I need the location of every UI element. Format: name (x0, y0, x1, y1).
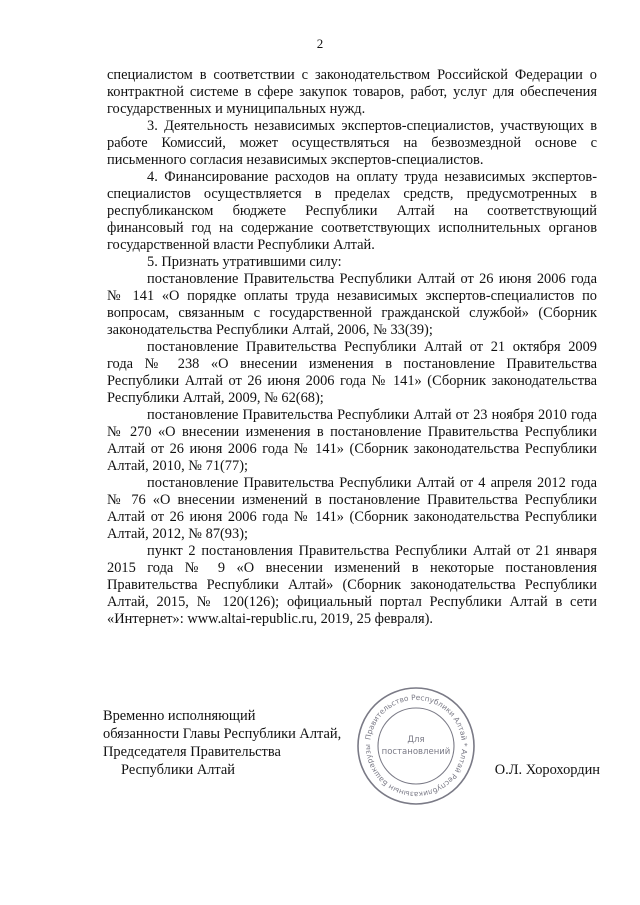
paragraph: 5. Признать утратившими силу: (147, 254, 342, 270)
document-body (107, 67, 597, 628)
paragraph: постановление Правительства Республики Алтай от 4 апреля 2012 года № 76 «О внесении изменений в постановление Правительства Республики Алтай от 26 июня 2006 года № 141» (Сборник законодательства Республики Алтай, 2012, № 87(93); (107, 475, 597, 542)
signature-position (103, 707, 342, 779)
paragraph: 3. Деятельность независимых экспертов-специалистов, участвующих в работе Комиссий, может осуществляться на безвозмездной основе с письменного согласия независимых экспертов-специалистов. (107, 118, 597, 168)
paragraph: постановление Правительства Республики Алтай от 26 июня 2006 года № 141 «О порядке оплаты труда независимых экспертов-специалистов по вопросам, связанным с государственной гражданской службой» (Сборник законодательства Республики Алтай, 2006, № 33(39); (107, 271, 597, 338)
paragraph: 4. Финансирование расходов на оплату труда независимых экспертов-специалистов осуществляется в пределах средств, предусмотренных в республиканском бюджете Республики Алтай на соответствующий финансовый год на содержание соответствующих исполнительных органов государственной власти Республики Алтай. (107, 169, 597, 253)
signature-position-line: Временно исполняющий (103, 708, 256, 724)
signature-position-line: Республики Алтай (121, 762, 235, 778)
official-stamp (354, 684, 478, 808)
signature-position-line: Председателя Правительства (103, 744, 281, 760)
paragraph: пункт 2 постановления Правительства Республики Алтай от 21 января 2015 года № 9 «О внесении изменений в некоторые постановления Правительства Республики Алтай» (Сборник законодательства Республики Алтай, 2015, № 120(126); официальный портал Республики Алтай в сети «Интернет»: www.altai-republic.ru, 2019, 25 февраля). (107, 543, 597, 627)
signature-position-line: обязанности Главы Республики Алтай, (103, 726, 342, 742)
paragraph: специалистом в соответствии с законодательством Российской Федерации о контрактной системе в сфере закупок товаров, работ, услуг для обеспечения государственных и муниципальных нужд. (107, 67, 597, 117)
stamp-inner-ring (378, 708, 454, 784)
paragraph: постановление Правительства Республики Алтай от 23 ноября 2010 года № 270 «О внесении изменения в постановление Правительства Республики Алтай от 26 июня 2006 года № 141» (Сборник законодательства Республики Алтай, 2010, № 71(77); (107, 407, 597, 474)
paragraph: постановление Правительства Республики Алтай от 21 октября 2009 года № 238 «О внесении изменения в постановление Правительства Республики Алтай от 26 июня 2006 года № 141» (Сборник законодательства Республики Алтай, 2009, № 62(68); (107, 339, 597, 406)
stamp-outer-text: Правительство Республики Алтай * Алтай Республиказынын Башкарузы (362, 692, 470, 800)
stamp-inner-text: Для (407, 735, 425, 745)
page-number: 2 (316, 36, 324, 51)
signer-name: О.Л. Хорохордин (494, 762, 600, 778)
stamp-inner-text: постановлений (381, 747, 451, 757)
stamp-outer-ring (358, 688, 474, 804)
